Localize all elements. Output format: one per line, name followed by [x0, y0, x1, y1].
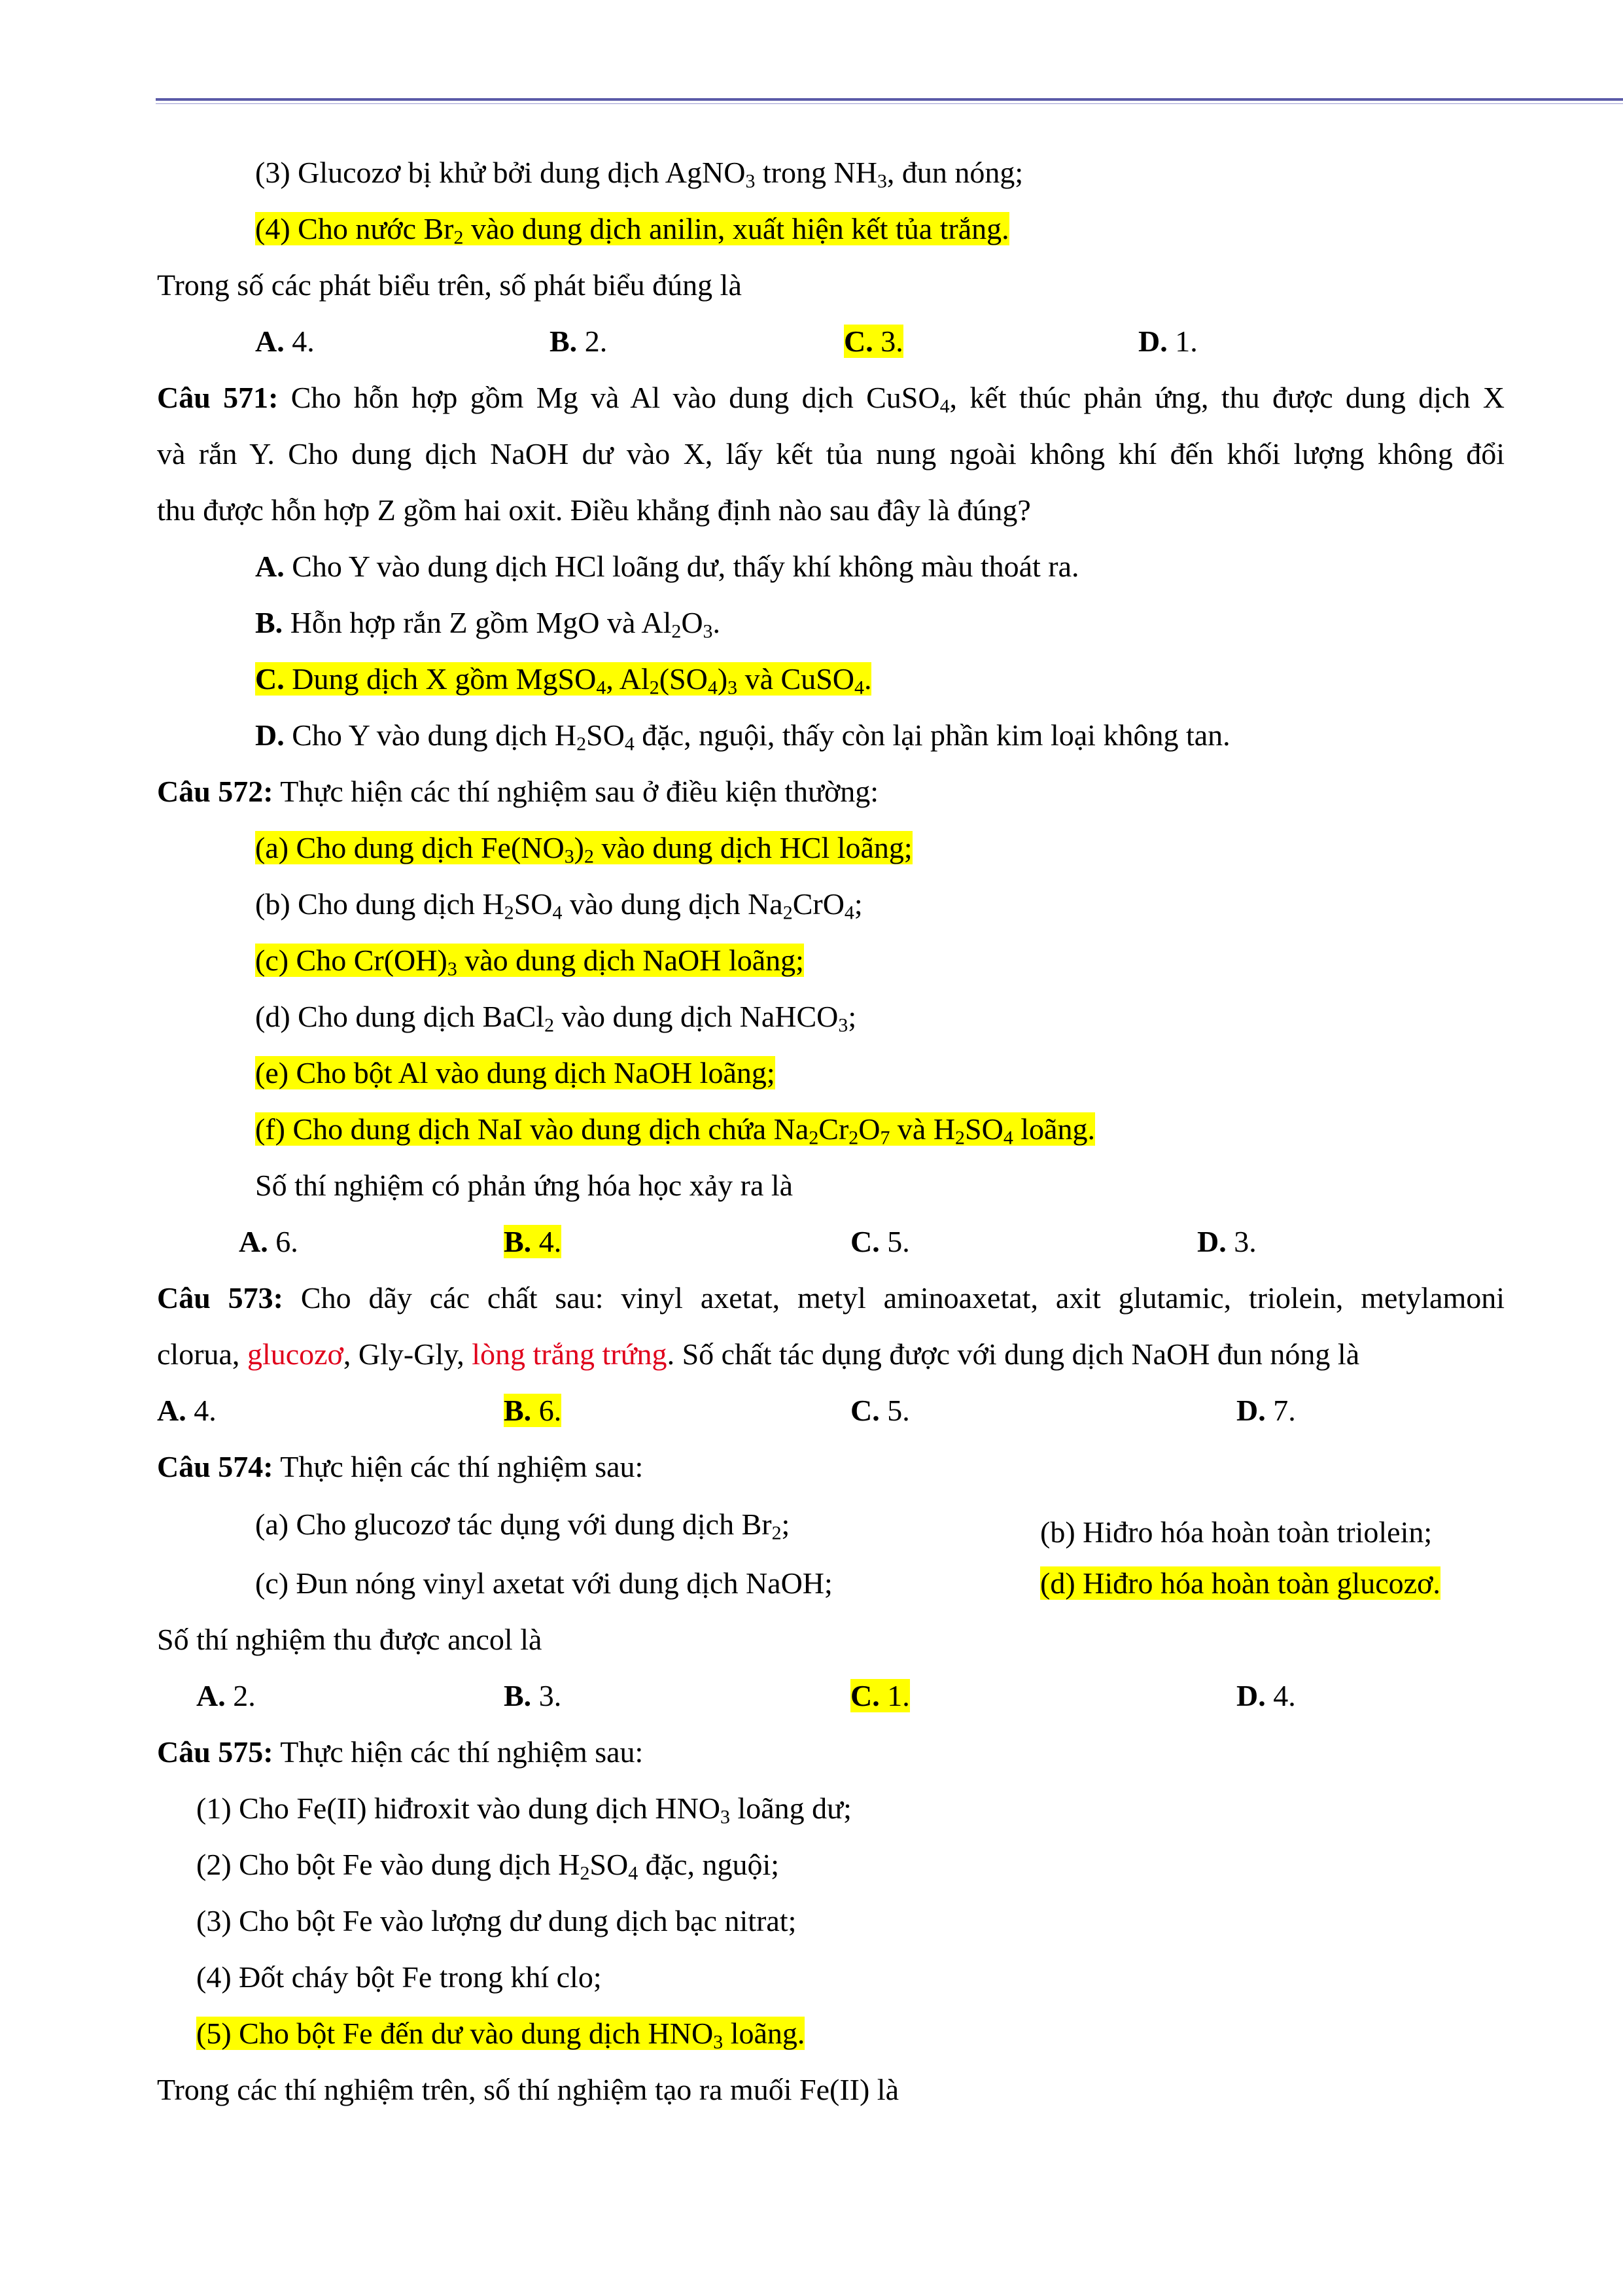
- q574-option-b: B. 3.: [504, 1679, 562, 1712]
- q575-item-1: (1) Cho Fe(II) hiđroxit vào dung dịch $HNO_3$ loãng dư;: [196, 1792, 852, 1828]
- q574-item-d: (d) Hiđro hóa hoàn toàn glucozơ.: [1040, 1566, 1440, 1600]
- option-b: B. 2.: [550, 325, 608, 358]
- q572-item-f: (f) Cho dung dịch NaI vào dung dịch chứa $Na_2Cr_2O_7$ và $H_2SO_4$ loãng.: [255, 1112, 1095, 1149]
- q572-question: Số thí nghiệm có phản ứng hóa học xảy ra là: [255, 1169, 794, 1202]
- q572-item-b: (b) Cho dung dịch $H_2SO_4$ vào dung dịch $Na_2CrO_4$;: [255, 887, 863, 924]
- q571-line-2: và rắn Y. Cho dung dịch NaOH dư vào X, lấy kết tủa nung ngoài không khí đến khối lượng không đổi: [157, 437, 1505, 470]
- q572-item-a: (a) Cho dung dịch $Fe(NO_3)_2$ vào dung dịch HCl loãng;: [255, 831, 913, 868]
- q573-option-d: D. 7.: [1236, 1394, 1296, 1427]
- q575-item-4: (4) Đốt cháy bột Fe trong khí clo;: [196, 1960, 602, 1994]
- q572-option-d: D. 3.: [1197, 1225, 1257, 1258]
- question-text: Trong số các phát biểu trên, số phát biểu đúng là: [157, 268, 742, 302]
- q572-item-e: (e) Cho bột Al vào dung dịch NaOH loãng;: [255, 1056, 775, 1089]
- q571-line-3: thu được hỗn hợp Z gồm hai oxit. Điều khẳng định nào sau đây là đúng?: [157, 493, 1031, 527]
- q571-option-a: A. Cho Y vào dung dịch HCl loãng dư, thấy khí không màu thoát ra.: [255, 550, 1079, 583]
- q575-item-2: (2) Cho bột Fe vào dung dịch $H_2SO_4$ đặc, nguội;: [196, 1848, 780, 1884]
- q571-option-d: D. Cho Y vào dung dịch $H_2SO_4$ đặc, nguội, thấy còn lại phần kim loại không tan.: [255, 718, 1230, 755]
- q575-question: Trong các thí nghiệm trên, số thí nghiệm tạo ra muối Fe(II) là: [157, 2073, 899, 2106]
- q574-item-b: (b) Hiđro hóa hoàn toàn triolein;: [1040, 1515, 1433, 1549]
- q575-item-3: (3) Cho bột Fe vào lượng dư dung dịch bạc nitrat;: [196, 1904, 797, 1937]
- q572-intro: Câu 572: Thực hiện các thí nghiệm sau ở điều kiện thường:: [157, 775, 879, 808]
- header-rule: [156, 98, 1623, 101]
- q574-item-a: (a) Cho glucozơ tác dụng với dung dịch $Br_2$;: [255, 1508, 790, 1544]
- q571-line-1: Câu 571: Cho hỗn hợp gồm Mg và Al vào dung dịch CuSO$_4$, kết thúc phản ứng, thu được dung dịch X: [157, 381, 1505, 417]
- q571-option-c: C. Dung dịch X gồm MgSO$_4$, $Al_2(SO_4)_3$ và CuSO$_4$.: [255, 662, 872, 699]
- q573-option-b: B. 6.: [504, 1394, 562, 1427]
- option-a: A. 4.: [255, 325, 315, 358]
- q574-option-a: A. 2.: [196, 1679, 256, 1712]
- q572-item-d: (d) Cho dung dịch BaCl$_2$ vào dung dịch NaHCO$_3$;: [255, 1000, 857, 1036]
- q571-option-b: B. Hỗn hợp rắn Z gồm MgO và $Al_2O_3$.: [255, 606, 720, 643]
- q574-item-c: (c) Đun nóng vinyl axetat với dung dịch NaOH;: [255, 1566, 833, 1600]
- q573-line-2: clorua, glucozơ, Gly-Gly, lòng trắng trứng. Số chất tác dụng được với dung dịch NaOH đun nóng là: [157, 1337, 1360, 1371]
- option-d: D. 1.: [1138, 325, 1198, 358]
- statement-4: (4) Cho nước $Br_2$ vào dung dịch anilin, xuất hiện kết tủa trắng.: [255, 212, 1009, 249]
- q572-option-c: C. 5.: [850, 1225, 910, 1258]
- q572-option-a: A. 6.: [239, 1225, 298, 1258]
- q573-line-1: Câu 573: Cho dãy các chất sau: vinyl axetat, metyl aminoaxetat, axit glutamic, triolein, metylamoni: [157, 1281, 1505, 1315]
- q574-intro: Câu 574: Thực hiện các thí nghiệm sau:: [157, 1450, 644, 1483]
- q575-item-5: (5) Cho bột Fe đến dư vào dung dịch $HNO_3$ loãng.: [196, 2017, 805, 2053]
- q574-option-d: D. 4.: [1236, 1679, 1296, 1712]
- statement-3: (3) Glucozơ bị khử bởi dung dịch AgNO$_3$ trong $NH_3$, đun nóng;: [255, 156, 1024, 192]
- q574-question: Số thí nghiệm thu được ancol là: [157, 1623, 542, 1656]
- q573-option-c: C. 5.: [850, 1394, 910, 1427]
- q572-item-c: (c) Cho $Cr(OH)_3$ vào dung dịch NaOH loãng;: [255, 944, 804, 980]
- q574-option-c: C. 1.: [850, 1679, 910, 1712]
- header-rule-thin: [156, 103, 1623, 104]
- q575-intro: Câu 575: Thực hiện các thí nghiệm sau:: [157, 1735, 644, 1769]
- q573-option-a: A. 4.: [157, 1394, 217, 1427]
- q572-option-b: B. 4.: [504, 1225, 562, 1258]
- option-c: C. 3.: [844, 325, 903, 358]
